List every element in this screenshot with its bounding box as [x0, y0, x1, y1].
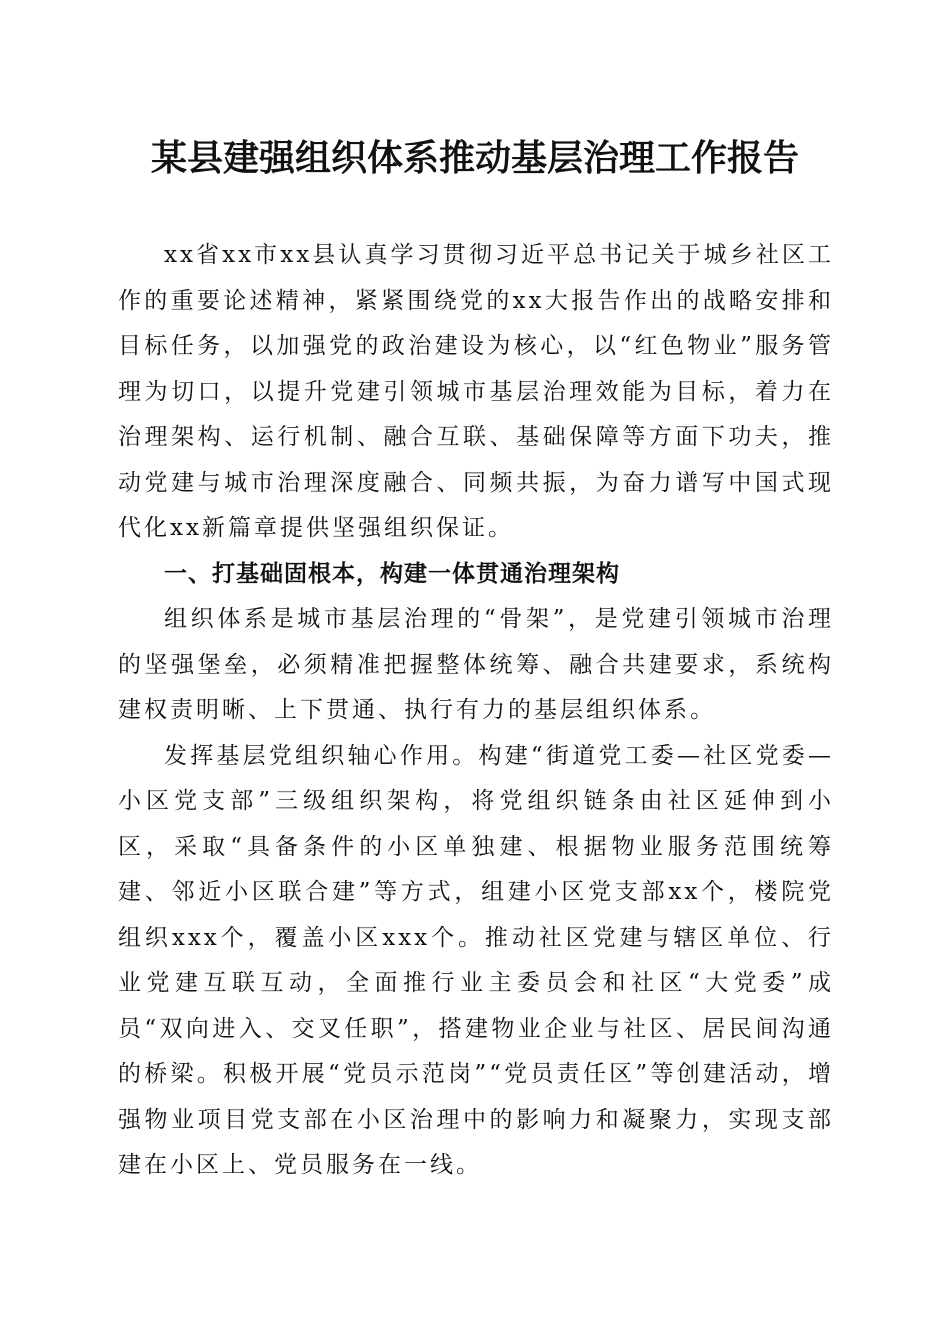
document-body	[118, 233, 834, 1189]
document-title: 某县建强组织体系推动基层治理工作报告	[150, 137, 799, 179]
section-1-paragraph-2: 发挥基层党组织轴心作用。构建“街道党工委—社区党委—小区党支部”三级组织架构，将党组织链条由社区延伸到小区，采取“具备条件的小区单独建、根据物业服务范围统筹建、邻近小区联合建”等方式，组建小区党支部xx个，楼院党组织xxx个，覆盖小区xxx个。推动社区党建与辖区单位、行业党建互联互动，全面推行业主委员会和社区“大党委”成员“双向进入、交叉任职”，搭建物业企业与社区、居民间沟通的桥梁。积极开展“党员示范岗”“党员责任区”等创建活动，增强物业项目党支部在小区治理中的影响力和凝聚力，实现支部建在小区上、党员服务在一线。	[118, 742, 834, 1178]
section-heading-1: 一、打基础固根本，构建一体贯通治理架构	[164, 560, 620, 587]
intro-paragraph: xx省xx市xx县认真学习贯彻习近平总书记关于城乡社区工作的重要论述精神，紧紧围绕党的xx大报告作出的战略安排和目标任务，以加强党的政治建设为核心，以“红色物业”服务管理为切口，以提升党建引领城市基层治理效能为目标，着力在治理架构、运行机制、融合互联、基础保障等方面下功夫，推动党建与城市治理深度融合、同频共振，为奋力谱写中国式现代化xx新篇章提供坚强组织保证。	[118, 242, 834, 541]
section-1-paragraph-1: 组织体系是城市基层治理的“骨架”，是党建引领城市治理的坚强堡垒，必须精准把握整体统筹、融合共建要求，系统构建权责明晰、上下贯通、执行有力的基层组织体系。	[118, 606, 834, 723]
